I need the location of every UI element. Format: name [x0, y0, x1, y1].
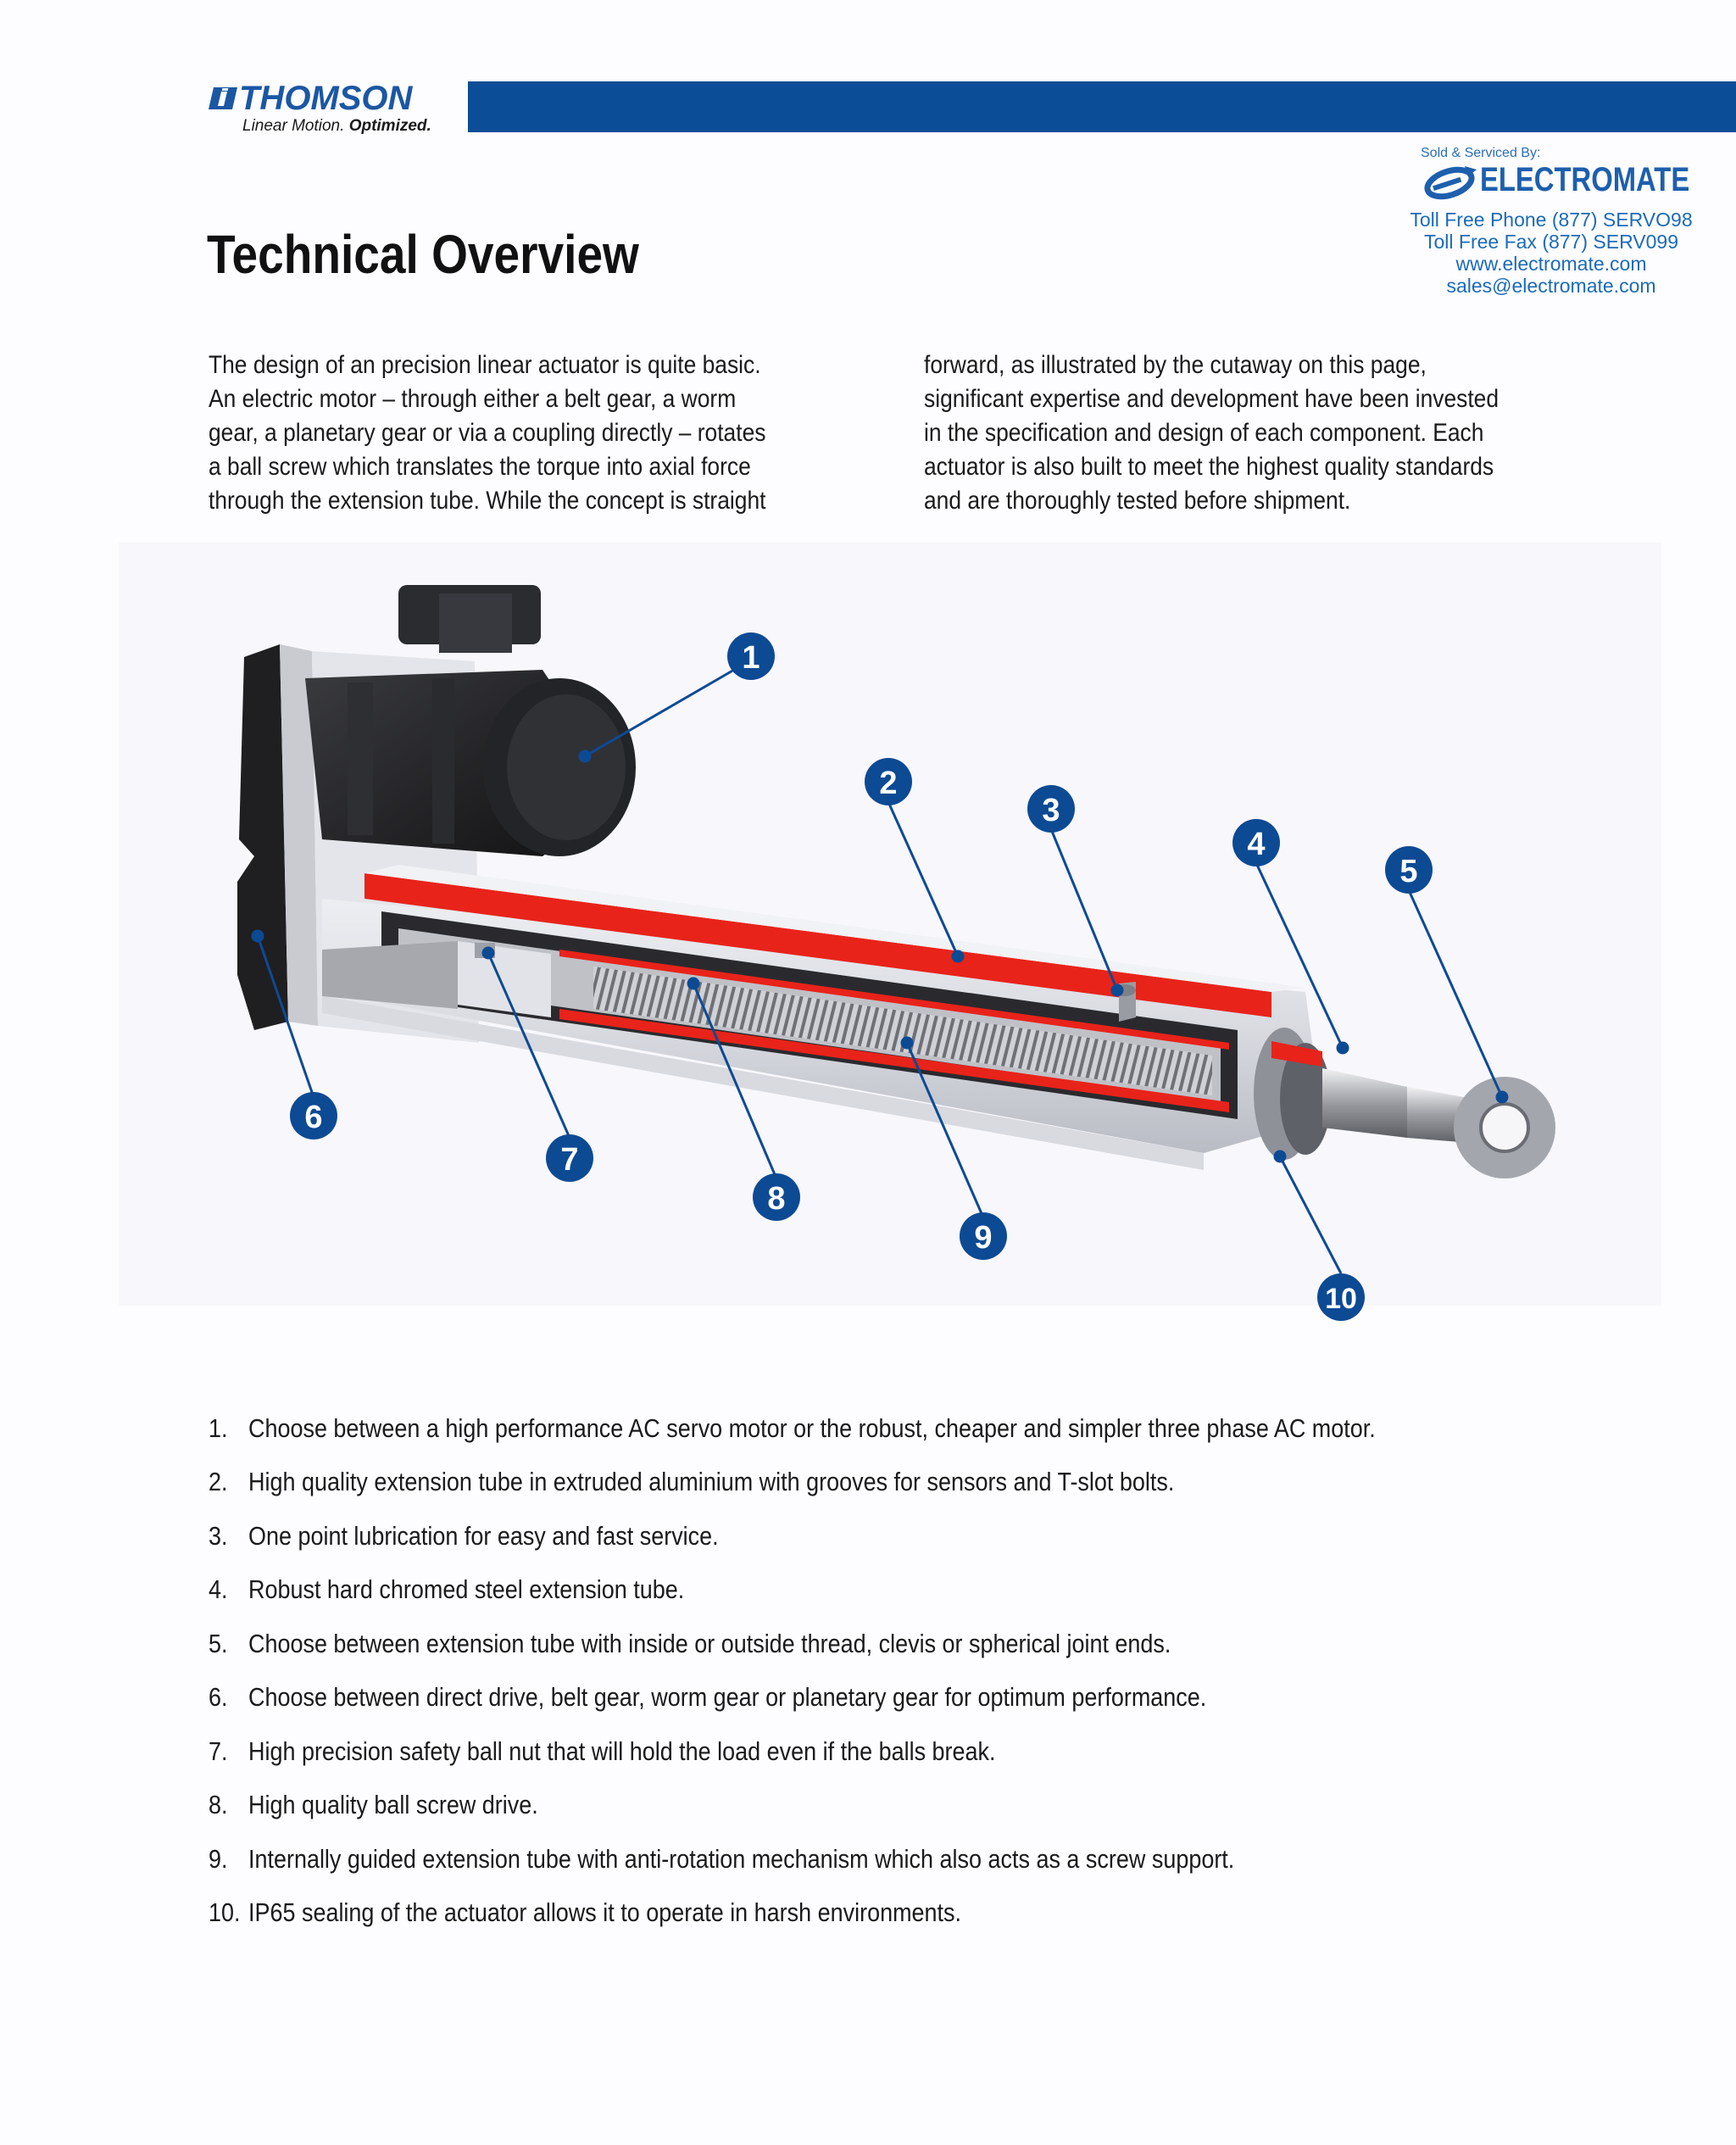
item-text: High precision safety ball nut that will hold the load even if the balls break. — [248, 1736, 996, 1766]
list-item — [209, 1465, 1174, 1499]
callout-2 — [865, 758, 912, 805]
intro-line: and are thoroughly tested before shipment. — [924, 487, 1351, 515]
callout-4 — [1232, 819, 1280, 866]
header-blue-bar — [468, 81, 1736, 132]
tagline-bold: Optimized. — [348, 117, 431, 135]
thomson-logo-icon — [209, 86, 237, 111]
extension-rod — [1254, 1028, 1555, 1178]
callout-5 — [1385, 846, 1433, 894]
seller-block — [1382, 144, 1721, 305]
item-number: 9. — [209, 1844, 228, 1874]
intro-line: The design of an precision linear actuator is quite basic. — [209, 351, 761, 379]
intro-line: through the extension tube. While the concept is straight — [209, 487, 766, 515]
item-text: One point lubrication for easy and fast service. — [248, 1521, 719, 1551]
callout-6 — [290, 1092, 337, 1139]
callout-label: 10 — [1325, 1283, 1357, 1315]
list-item — [209, 1412, 1376, 1446]
item-text: Choose between a high performance AC servo motor or the robust, cheaper and simpler three phase AC motor. — [248, 1413, 1376, 1443]
list-item — [209, 1788, 538, 1822]
seller-brand: ELECTROMATE — [1480, 161, 1690, 198]
item-text: IP65 sealing of the actuator allows it to operate in harsh environments. — [248, 1897, 962, 1927]
intro-line: An electric motor – through either a belt gear, a worm — [209, 385, 737, 413]
seller-email-link[interactable]: sales@electromate.com — [1446, 275, 1656, 297]
callout-1 — [727, 632, 775, 680]
item-text: High quality extension tube in extruded aluminium with grooves for sensors and T-slot bolts. — [248, 1467, 1175, 1496]
extension-body — [322, 865, 1322, 1170]
callout-label: 8 — [767, 1181, 786, 1217]
actuator-cutaway-diagram — [119, 543, 1644, 1340]
list-item — [209, 1896, 961, 1930]
callout-label: 1 — [742, 640, 760, 676]
seller-website-link[interactable]: www.electromate.com — [1455, 253, 1647, 275]
intro-line: a ball screw which translates the torque into axial force — [209, 453, 751, 481]
callout-7 — [546, 1134, 593, 1182]
callout-3 — [1027, 785, 1075, 833]
callout-8 — [753, 1173, 800, 1221]
item-number: 6. — [209, 1682, 228, 1712]
callout-label: 7 — [560, 1142, 579, 1178]
intro-line: in the specification and design of each component. Each — [924, 419, 1484, 447]
item-text: Choose between extension tube with inside or outside thread, clevis or spherical joint ends. — [248, 1629, 1171, 1658]
intro-line: gear, a planetary gear or via a coupling directly – rotates — [209, 419, 766, 447]
thomson-logo — [209, 81, 446, 137]
callout-9 — [960, 1212, 1007, 1260]
item-number: 3. — [209, 1521, 228, 1551]
item-number: 8. — [209, 1790, 228, 1819]
sold-by-label: Sold & Serviced By: — [1421, 146, 1541, 160]
list-item — [209, 1735, 996, 1769]
item-text: Internally guided extension tube with anti-rotation mechanism which also acts as a screw support. — [248, 1844, 1235, 1874]
item-number: 5. — [209, 1629, 228, 1658]
callout-label: 2 — [879, 766, 898, 801]
callout-label: 3 — [1042, 793, 1060, 828]
item-number: 4. — [209, 1574, 228, 1604]
callout-label: 6 — [304, 1100, 323, 1135]
item-number: 2. — [209, 1467, 228, 1496]
logo-tagline — [242, 117, 431, 136]
motor — [305, 585, 636, 856]
intro-line: forward, as illustrated by the cutaway on this page, — [924, 351, 1427, 379]
item-text: Choose between direct drive, belt gear, worm gear or planetary gear for optimum performance. — [248, 1682, 1207, 1712]
list-item — [209, 1519, 719, 1553]
item-number: 1. — [209, 1413, 228, 1443]
seller-fax: Toll Free Fax (877) SERV099 — [1424, 231, 1678, 253]
callout-label: 9 — [974, 1220, 993, 1256]
item-number: 10. — [209, 1897, 241, 1927]
callout-label: 5 — [1399, 854, 1418, 889]
list-item — [209, 1627, 1171, 1661]
logo-wordmark: THOMSON — [239, 80, 413, 117]
intro-line: significant expertise and development have been invested — [924, 385, 1500, 413]
electromate-emblem-icon — [1424, 163, 1478, 200]
page-title: Technical Overview — [207, 224, 639, 285]
callout-label: 4 — [1247, 827, 1266, 862]
intro-line: actuator is also built to meet the highest quality standards — [924, 453, 1494, 481]
tagline-plain: Linear Motion. — [242, 117, 349, 135]
item-text: High quality ball screw drive. — [248, 1790, 538, 1819]
seller-phone: Toll Free Phone (877) SERVO98 — [1410, 209, 1693, 231]
list-item — [209, 1680, 1206, 1714]
callout-10 — [1317, 1273, 1365, 1321]
list-item — [209, 1573, 684, 1607]
item-number: 7. — [209, 1736, 228, 1766]
list-item — [209, 1842, 1234, 1876]
item-text: Robust hard chromed steel extension tube. — [248, 1574, 685, 1604]
